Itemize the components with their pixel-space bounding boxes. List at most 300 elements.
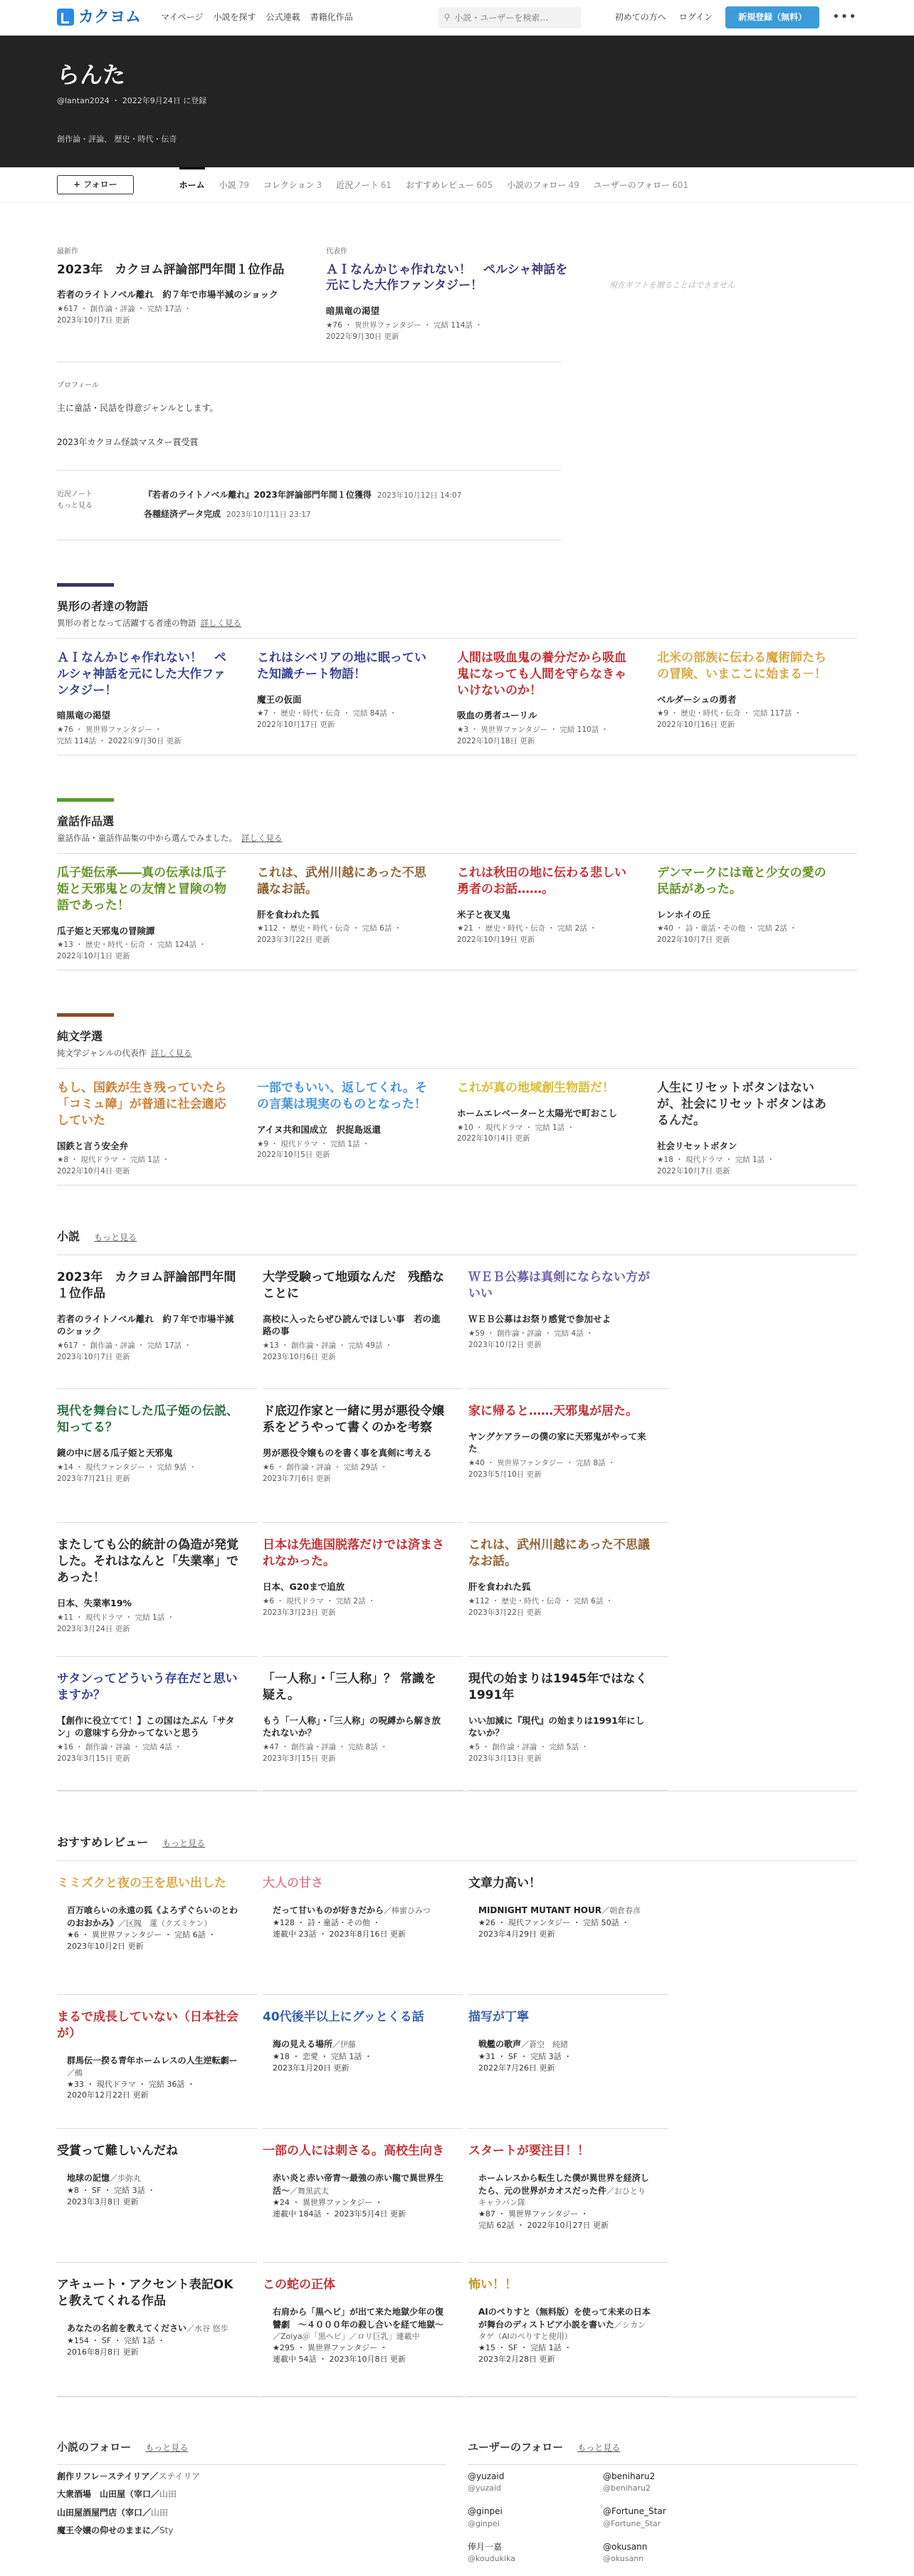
review-title[interactable]: まるで成長していない（日本社会が）	[57, 2010, 238, 2041]
followed-novel-author[interactable]: 山田	[159, 2489, 177, 2500]
work-catchphrase[interactable]: デンマークには竜と少女の愛の民話があった。	[657, 865, 826, 896]
collection-title[interactable]: 異形の者達の物語	[57, 599, 149, 613]
review-card	[57, 2129, 257, 2263]
work-title[interactable]: ホームエレベーターと太陽光で町おこし	[457, 1107, 618, 1119]
review-card	[468, 2129, 668, 2263]
reviewed-work-stats: ★15 ・ SF ・ 完結 1話 ・	[478, 2342, 572, 2352]
reviews-more-link[interactable]: もっと見る	[162, 1838, 206, 1849]
novel-date: 2023年3月15日 更新	[57, 1754, 130, 1763]
work-date: 2022年10月4日 更新	[457, 1134, 530, 1143]
reviewed-work: 赤い炎と赤い帝青〜最強の赤い龍で異世界生活〜／舞黒武太 ★24 ・ 異世界ファンタジー ・ 連載中 184話 ・ 2023年5月4日 更新	[273, 2173, 444, 2219]
followed-user-name[interactable]: @yuzaid	[468, 2471, 505, 2482]
work-card	[457, 854, 651, 970]
followed-user-handle: @okusann	[603, 2554, 644, 2564]
user-follow-more-link[interactable]: もっと見る	[577, 2443, 621, 2454]
work-info	[657, 1155, 836, 1178]
work-catchphrase[interactable]: これは秋田の地に伝わる悲しい勇者のお話……。	[457, 865, 626, 896]
reviewed-work-author[interactable]: 歩弥丸	[117, 2174, 142, 2184]
followed-user[interactable]	[603, 2471, 738, 2494]
novel-catchphrase[interactable]: ド底辺作家と一緒に男が悪役令嬢系をどうやって書くのかを考察	[263, 1404, 444, 1435]
followed-novel-title[interactable]: 創作リフレ－ステイリア	[57, 2471, 150, 2482]
followed-user-handle: @yuzaid	[468, 2483, 502, 2493]
reviewed-work-author[interactable]: Zoiya＠「黒ヘビ」／ロリ巨乳」連載中	[280, 2332, 420, 2342]
collection-cards	[57, 1068, 857, 1185]
novel-card	[57, 1389, 257, 1523]
user-name: らんた	[57, 61, 126, 88]
followed-user-handle: @Fortune_Star	[603, 2518, 661, 2528]
followed-novel[interactable]: 山田屋酒屋門店（宰口／山田	[57, 2507, 169, 2518]
review-card	[468, 1995, 668, 2129]
novel-info	[263, 1341, 447, 1363]
reviewed-work-author[interactable]: 水谷 悠歩	[194, 2324, 228, 2334]
work-stats: ★9 ・ 歴史・時代・伝奇 ・ 完結 117話 ・	[657, 709, 802, 718]
novel-catchphrase[interactable]: 現代を舞台にした瓜子姫の伝説、知ってる？	[57, 1404, 238, 1435]
follow-label: フォロー	[83, 179, 117, 189]
work-info	[57, 1155, 236, 1178]
work-catchphrase[interactable]: これはシベリアの地に眠っていた知識チート物語！	[257, 650, 426, 681]
followed-user[interactable]	[468, 2506, 603, 2529]
reviewed-work-stats: ★87 ・ 異世界ファンタジー ・	[478, 2209, 589, 2219]
work-title[interactable]: 暗黒竜の渇望	[57, 710, 111, 721]
novels-more-link[interactable]: もっと見る	[94, 1232, 137, 1242]
collection-section	[57, 583, 857, 755]
novel-catchphrase[interactable]: 「一人称」・「三人称」？ 常識を疑え。	[263, 1672, 436, 1703]
collection-cards	[57, 638, 857, 755]
tab-collections[interactable]: コレクション 3	[263, 180, 322, 191]
work-date: 完結 114話 ・ 2022年9月30日 更新	[57, 737, 182, 746]
work-card	[257, 854, 451, 970]
work-card	[457, 1069, 651, 1185]
nav-mypage[interactable]: マイページ	[161, 11, 204, 22]
notes-more-link[interactable]: もっと見る	[57, 502, 93, 511]
work-card	[657, 1069, 851, 1185]
reviewed-work-stats: ★128 ・ 詩・童話・その他 ・	[273, 1917, 381, 1927]
collection-title[interactable]: 童話作品選	[57, 814, 115, 828]
followed-novel-title[interactable]: 山田屋酒屋門店（宰口	[57, 2507, 143, 2518]
reviewed-work-stats: ★6 ・ 異世界ファンタジー ・ 完結 6話 ・	[67, 1930, 216, 1940]
reviewed-work-date: 2023年1月20日 更新	[273, 2063, 350, 2073]
latest-label: 最新作	[57, 248, 78, 256]
review-title[interactable]: 一部の人には刺さる。高校生向き	[263, 2144, 444, 2159]
signup-button[interactable]: 新規登録（無料）	[725, 6, 819, 28]
notes-section	[57, 489, 857, 528]
followed-user-name[interactable]: @beniharu2	[603, 2471, 656, 2482]
novel-stats: ★16 ・ 創作論・評論 ・ 完結 4話 ・	[57, 1742, 182, 1752]
tab-novel-follows[interactable]: 小説のフォロー 49	[507, 180, 579, 191]
novel-follow-section	[57, 2440, 446, 2576]
novel-catchphrase[interactable]: これは、武州川越にあった不思議なお話。	[468, 1538, 650, 1569]
review-title[interactable]: アキュート・アクセント表記OKと教えてくれる作品	[57, 2278, 233, 2309]
novel-date: 2023年3月24日 更新	[57, 1624, 130, 1633]
work-card	[57, 639, 251, 755]
novel-date: 2023年3月15日 更新	[263, 1754, 336, 1763]
reviewed-work-stats: ★8 ・ SF ・ 完結 3話 ・	[67, 2185, 156, 2195]
work-title[interactable]: 国鉄と言う安全弁	[57, 1140, 129, 1151]
work-stats: ★3 ・ 異世界ファンタジー ・ 完結 110話 ・	[457, 726, 609, 735]
reviews-title: おすすめレビュー	[57, 1836, 149, 1850]
reviewed-work-author[interactable]: 舞黒武太	[298, 2186, 330, 2196]
top-bar	[0, 0, 914, 36]
novel-title[interactable]: 日本、G20まで追放	[263, 1581, 345, 1593]
followed-novel-author[interactable]: ステイリア	[158, 2471, 201, 2482]
collection-title[interactable]: 純文学選	[57, 1029, 103, 1043]
latest-title[interactable]: 2023年 カクヨム評論部門年間１位作品	[57, 262, 285, 277]
novel-title[interactable]: ヤングケアラーの僕の家に天邪鬼がやって来た	[468, 1431, 646, 1454]
novel-card	[468, 1657, 668, 1791]
logo-text: カクヨム	[78, 8, 142, 26]
work-info	[257, 923, 436, 946]
work-card	[57, 1069, 251, 1185]
work-stats: ★112 ・ 歴史・時代・伝奇 ・ 完結 6話 ・	[257, 924, 402, 933]
novel-date: 2023年3月23日 更新	[263, 1608, 336, 1617]
represent-title[interactable]: ＡＩなんかじゃ作れない！ ペルシャ神話を元にした大作ファンタジー！	[326, 262, 568, 293]
represent-subtitle[interactable]: 暗黒竜の渇望	[326, 305, 380, 317]
work-date: 2022年10月4日 更新	[57, 1167, 130, 1176]
global-nav	[161, 11, 353, 23]
novel-date: 2023年7月6日 更新	[263, 1474, 331, 1483]
review-title[interactable]: 受賞って難しいんだね	[57, 2144, 178, 2159]
reviewed-work: あなたの名前を教えてください／水谷 悠歩 ★154 ・ SF ・ 完結 1話 ・ 2016年8月8日 更新	[67, 2323, 228, 2357]
collection-desc-text: 童話作品・童話作品集の中から選んでみました。	[57, 833, 237, 844]
novel-info	[468, 1329, 653, 1351]
reviewed-work-title[interactable]: 群馬伝一揆る青年ホームレスの人生逆転劇ー	[67, 2056, 238, 2066]
followed-user-name[interactable]: @ginpei	[468, 2506, 503, 2517]
work-stats: ★21 ・ 歴史・時代・伝奇 ・ 完結 2話 ・	[457, 924, 597, 933]
collection-section	[57, 1013, 857, 1185]
novel-card	[263, 1657, 463, 1791]
review-card	[468, 2263, 668, 2397]
collection-detail-link[interactable]: 詳しく見る	[150, 1048, 192, 1059]
review-card	[263, 1995, 463, 2129]
work-date: 2022年10月1日 更新	[57, 952, 130, 961]
novel-stats: ★6 ・ 創作論・評論 ・ 完結 29話 ・	[263, 1462, 388, 1472]
novel-info	[468, 1458, 653, 1481]
followed-novel-author[interactable]: 山田	[151, 2507, 169, 2518]
followed-user[interactable]	[603, 2506, 738, 2529]
represent-label: 代表作	[326, 248, 347, 256]
work-catchphrase[interactable]: 人間は吸血鬼の養分だから吸血鬼になっても人間を守らなきゃいけないのか！	[457, 650, 626, 698]
collection-section	[57, 798, 857, 970]
work-info	[57, 940, 236, 963]
followed-novel[interactable]: 創作リフレ－ステイリア／ステイリア	[57, 2471, 201, 2482]
work-card	[57, 854, 251, 970]
reviewed-work-title[interactable]: あなたの名前を教えてください	[67, 2323, 187, 2334]
followed-user-name[interactable]: @okusann	[603, 2541, 648, 2552]
work-catchphrase[interactable]: 人生にリセットボタンはないが、社会にリセットボタンはあるんだ。	[657, 1080, 826, 1128]
followed-user[interactable]	[603, 2541, 738, 2565]
tab-home[interactable]: ホーム	[179, 167, 205, 202]
work-catchphrase[interactable]: これが真の地域創生物語だ！	[457, 1080, 614, 1095]
review-title[interactable]: 描写が丁寧	[468, 2010, 529, 2025]
note-item[interactable]: 各種経済データ完成 2023年10月11日 23:17	[144, 509, 311, 520]
novels-title: 小説	[57, 1229, 80, 1243]
novels-section	[57, 1228, 857, 1791]
tab-novels[interactable]: 小説 79	[219, 180, 249, 191]
novel-stats: ★617 ・ 創作論・評論 ・ 完結 17話 ・	[57, 1341, 191, 1350]
beginner-link[interactable]: 初めての方へ	[614, 11, 666, 22]
notes-label: 近況ノート	[57, 491, 93, 499]
novel-catchphrase[interactable]: 家に帰ると……天邪鬼が居た。	[468, 1404, 638, 1419]
followed-user[interactable]	[468, 2471, 603, 2494]
work-title[interactable]: レンホイの丘	[657, 909, 710, 920]
novel-title[interactable]: 日本、失業率19%	[57, 1597, 132, 1608]
reviewed-work-stats: ★18 ・ 恋愛 ・ 完結 1話 ・	[273, 2051, 372, 2061]
work-stats: ★8 ・ 現代ドラマ ・ 完結 1話 ・	[57, 1156, 170, 1165]
reviewed-work-title[interactable]: 海の見える場所	[273, 2039, 333, 2050]
work-card	[457, 639, 651, 755]
profile-text-2: 2023年カクヨム怪談マスター賞受賞	[57, 436, 199, 447]
work-info	[657, 923, 836, 946]
search-icon[interactable]: ⚲	[443, 11, 451, 22]
reviewed-work: 戦艦の歌声／蒼空 純緒 ★31 ・ SF ・ 完結 3話 ・ 2022年7月26日 更新	[478, 2039, 572, 2073]
reviewed-work: 海の見える場所／伊藤 ★18 ・ 恋愛 ・ 完結 1話 ・ 2023年1月20日 更新	[273, 2039, 372, 2073]
reviewed-work-stats: ★24 ・ 異世界ファンタジー ・	[273, 2198, 383, 2208]
work-catchphrase[interactable]: もし、国鉄が生き残っていたら「コミュ障」が普通に社会適応していた	[57, 1080, 226, 1128]
review-card	[468, 1861, 668, 1995]
work-date: 2022年10月5日 更新	[257, 1151, 330, 1160]
novel-title[interactable]: ＷＥＢ公募はお祭り感覚で参加せよ	[468, 1314, 611, 1325]
novel-title[interactable]: もう「一人称」・「三人称」の呪縛から解き放たれないか？	[263, 1715, 441, 1738]
collection-accent-bar	[57, 583, 114, 587]
novel-catchphrase[interactable]: またしても公的統計の偽造が発覚した。それはなんと「失業率」であった！	[57, 1538, 238, 1586]
work-title[interactable]: 社会リセットボタン	[657, 1140, 737, 1151]
novel-info	[263, 1462, 447, 1485]
novel-stats: ★59 ・ 創作論・評論 ・ 完結 4話 ・	[468, 1329, 594, 1338]
work-title[interactable]: 吸血の勇者ユーリル	[457, 710, 537, 721]
reviewed-work-date: 2022年7月26日 更新	[478, 2063, 555, 2073]
work-info	[257, 1139, 436, 1162]
collection-detail-link[interactable]: 詳しく見る	[241, 833, 283, 844]
top-links	[615, 6, 857, 28]
tab-user-follows[interactable]: ユーザーのフォロー 601	[593, 180, 689, 191]
novel-follow-more-link[interactable]: もっと見る	[145, 2443, 189, 2454]
followed-novel[interactable]: 大衆酒場 山田屋（宰口／山田	[57, 2489, 177, 2500]
reviewed-work-author[interactable]: 蒼空 純緒	[529, 2040, 569, 2050]
gift-notice: 現在ギフトを贈ることはできません	[609, 281, 735, 290]
work-info	[257, 708, 436, 731]
latest-work	[57, 247, 326, 343]
review-card	[263, 2129, 463, 2263]
work-info	[657, 708, 836, 731]
novel-info	[468, 1596, 653, 1619]
work-title[interactable]: アイヌ共和国成立 択捉島返還	[257, 1124, 381, 1135]
reviewed-work-title[interactable]: 百万喰らいの永遠の狐《よろずぐらいのとわのおおかみ》	[67, 1905, 238, 1928]
review-title[interactable]: ミミズクと夜の王を思い出した	[57, 1876, 226, 1891]
novel-stats: ★5 ・ 創作論・評論 ・ 完結 5話 ・	[468, 1742, 589, 1752]
work-catchphrase[interactable]: 一部でもいい、返してくれ。その言葉は現実のものとなった！	[257, 1080, 428, 1111]
novel-catchphrase[interactable]: 日本は先進国脱落だけでは済まされなかった。	[263, 1538, 444, 1569]
reviewed-work-stats: ★26 ・ 現代ファンタジー ・ 完結 50話 ・	[478, 1917, 630, 1927]
reviewed-work-title[interactable]: MIDNIGHT MUTANT HOUR	[478, 1905, 602, 1916]
review-title[interactable]: 40代後半以上にグッとくる話	[263, 2010, 424, 2025]
reviewed-work-author[interactable]: シカンタゲ（AIのぺりすと使用）	[478, 2320, 646, 2342]
note-item[interactable]: 『若者のライトノベル離れ』2023年評論部門年間１位獲得 2023年10月12日 14:07	[144, 490, 462, 501]
represent-info: ★76 ・ 異世界ファンタジー ・ 完結 114話 ・	[326, 321, 483, 330]
represent-date: 2022年9月30日 更新	[326, 333, 399, 341]
kakuyomu-logo[interactable]	[57, 6, 141, 29]
novel-title[interactable]: 男が悪役令嬢ものを書く事を真剣に考える	[263, 1447, 432, 1459]
reviewed-work: MIDNIGHT MUTANT HOUR／朝倉春彦 ★26 ・ 現代ファンタジー ・ 完結 50話 ・ 2023年4月29日 更新	[478, 1905, 641, 1939]
novel-info	[468, 1742, 653, 1765]
collection-detail-link[interactable]: 詳しく見る	[200, 618, 241, 628]
nav-books[interactable]: 書籍化作品	[310, 11, 353, 22]
followed-user[interactable]	[468, 2541, 603, 2565]
novel-follow-title: 小説のフォロー	[57, 2441, 132, 2454]
novel-info	[57, 1613, 241, 1635]
review-card	[57, 1861, 257, 1995]
novel-info	[57, 1341, 241, 1363]
followed-user-handle: @koudukika	[468, 2554, 515, 2564]
logo-icon	[57, 9, 74, 26]
novel-catchphrase[interactable]: サタンってどういう存在だと思いますか？	[57, 1672, 238, 1703]
reviewed-work-title[interactable]: 赤い炎と赤い帝青〜最強の赤い龍で異世界生活〜	[273, 2173, 444, 2196]
collection-desc-text: 純文学ジャンルの代表作	[57, 1048, 147, 1059]
review-card	[57, 1995, 257, 2129]
novel-title[interactable]: いい加減に『現代』の始まりは1991年にしないか？	[468, 1715, 645, 1738]
reviewed-work: だって甘いものが好きだから／棒蜜ひみつ ★128 ・ 詩・童話・その他 ・ 連載中 23話 ・ 2023年8月16日 更新	[273, 1905, 431, 1939]
review-title[interactable]: スタートが要注目！！	[468, 2144, 589, 2159]
reviewed-work-date: 2023年2月28日 更新	[478, 2354, 555, 2364]
novel-catchphrase[interactable]: ＷＥＢ公募は真剣にならない方がいい	[468, 1270, 650, 1302]
reviewed-work-date: 完結 62話 ・ 2022年10月27日 更新	[478, 2220, 609, 2230]
work-date: 2022年10月19日 更新	[457, 936, 535, 945]
tab-notes[interactable]: 近況ノート 61	[336, 180, 392, 191]
reviewed-work-title[interactable]: ホームレスから転生した僕が異世界を経済したら、元の世界がカオスだった件	[478, 2173, 649, 2196]
work-catchphrase[interactable]: 北米の部族に伝わる魔術師たちの冒険、いまここに始まる－！	[657, 650, 826, 681]
reviewed-work: 地球の記憶／歩弥丸 ★8 ・ SF ・ 完結 3話 ・ 2023年3月8日 更新	[67, 2173, 156, 2206]
reviewed-work-author[interactable]: 伊藤	[340, 2040, 357, 2050]
reviewed-work-title[interactable]: だって甘いものが好きだから	[273, 1905, 384, 1916]
reviewed-work-date: 連載中 54話 ・ 2023年10月8日 更新	[273, 2354, 406, 2364]
novel-card	[57, 1657, 257, 1791]
novel-info	[263, 1596, 447, 1619]
more-menu-icon[interactable]: •••	[832, 9, 857, 25]
reviewed-work-date: 2023年10月2日 更新	[67, 1941, 144, 1951]
reviewed-work-title[interactable]: AIのぺりすと（無料版）を使って未来の日本が舞台のディストピア小説を書いた	[478, 2307, 651, 2330]
profile-label: プロフィール	[57, 381, 99, 389]
reviewed-work: 右肩から「黒ヘビ」が出て来た地獄少年の復讐劇 〜４０００年の殺し合いを経て地獄〜／Zoiya＠「黒ヘビ」／ロリ巨乳」連載中 ★295 ・ 異世界ファンタジー ・ 連載中 54話 ・ 2023年10月8日 更新	[273, 2307, 444, 2364]
featured-works	[57, 247, 857, 343]
work-title[interactable]: 米子と夜叉鬼	[457, 909, 511, 920]
followed-novel[interactable]: 魔王令嬢の仰せのままに／Sty	[57, 2525, 174, 2536]
work-catchphrase[interactable]: 瓜子姫伝承――真の伝承は瓜子姫と天邪鬼との友情と冒険の物語であった！	[57, 865, 226, 913]
add-user-icon: +	[73, 179, 81, 189]
novel-stats: ★112 ・ 歴史・時代・伝奇 ・ 完結 6話 ・	[468, 1596, 614, 1606]
latest-subtitle[interactable]: 若者のライトノベル離れ 約７年で市場半減のショック	[57, 289, 278, 300]
novel-stats: ★6 ・ 現代ドラマ ・ 完結 2話 ・	[263, 1596, 376, 1606]
review-card	[57, 2263, 257, 2397]
novel-title[interactable]: 鏡の中に居る瓜子姫と天邪鬼	[57, 1447, 173, 1459]
tab-reviews[interactable]: おすすめレビュー 605	[406, 180, 493, 191]
reviewed-work-date: 連載中 23話 ・ 2023年8月16日 更新	[273, 1929, 406, 1939]
reviewed-work-stats: ★33 ・ 現代ドラマ ・ 完結 36話 ・	[67, 2079, 195, 2089]
login-link[interactable]: ログイン	[678, 11, 713, 22]
reviewed-work-title[interactable]: 戦艦の歌声	[478, 2039, 522, 2050]
novel-info	[263, 1742, 447, 1765]
novel-catchphrase[interactable]: 大学受験って地頭なんだ 残酷なことに	[263, 1270, 444, 1302]
nav-explore[interactable]: 小説を探す	[213, 11, 256, 22]
work-card	[257, 1069, 451, 1185]
novel-catchphrase[interactable]: 2023年 カクヨム評論部門年間１位作品	[57, 1270, 236, 1302]
followed-user-handle: @beniharu2	[603, 2483, 651, 2493]
novel-stats: ★11 ・ 現代ドラマ ・ 完結 1話 ・	[57, 1613, 174, 1622]
reviewed-work-author[interactable]: おひとりキャラバン隊	[478, 2186, 646, 2208]
latest-date: 2023年10月7日 更新	[57, 316, 130, 325]
work-stats: ★10 ・ 現代ドラマ ・ 完結 1話 ・	[457, 1123, 574, 1132]
reviewed-work: ホームレスから転生した僕が異世界を経済したら、元の世界がカオスだった件／おひとりキャラバン隊 ★87 ・ 異世界ファンタジー ・ 完結 62話 ・ 2022年10月27日 更新	[478, 2173, 649, 2230]
reviewed-work-author[interactable]: 朝倉春彦	[609, 1906, 641, 1916]
work-title[interactable]: 瓜子姫と天邪鬼の冒険譚	[57, 925, 155, 936]
followed-user-name[interactable]: @Fortune_Star	[603, 2506, 666, 2517]
novel-card	[468, 1389, 668, 1523]
work-date: 2023年3月22日 更新	[257, 936, 330, 945]
work-card	[657, 639, 851, 755]
nav-official[interactable]: 公式連載	[266, 11, 300, 22]
work-title[interactable]: ベルダーシュの勇者	[657, 693, 737, 705]
reviewed-work-stats: ★31 ・ SF ・ 完結 3話 ・	[478, 2051, 572, 2061]
work-title[interactable]: 肝を食われた狐	[257, 909, 320, 920]
work-stats: ★40 ・ 詩・童話・その他 ・ 完結 2話 ・	[657, 924, 797, 933]
followed-novel-title[interactable]: 大衆酒場 山田屋（宰口	[57, 2489, 152, 2500]
profile-text-1: 主に童話・民話を得意ジャンルとします。	[57, 403, 219, 414]
novel-title[interactable]: 肝を食われた狐	[468, 1581, 531, 1593]
reviewed-work-title[interactable]: 地球の記憶	[67, 2173, 110, 2184]
novel-date: 2023年3月13日 更新	[468, 1754, 542, 1763]
review-title[interactable]: 大人の甘さ	[263, 1876, 323, 1891]
review-card	[263, 1861, 463, 1995]
follow-button[interactable]	[57, 175, 134, 194]
review-title[interactable]: 文章力高い！	[468, 1876, 541, 1891]
work-stats: ★9 ・ 現代ドラマ ・ 完結 1話 ・	[257, 1139, 370, 1148]
work-title[interactable]: 魔王の仮面	[257, 693, 302, 705]
work-catchphrase[interactable]: ＡＩなんかじゃ作れない！ ペルシャ神話を元にした大作ファンタジー！	[57, 650, 226, 698]
profile-hero	[0, 36, 914, 167]
novel-title[interactable]: 若者のライトノベル離れ 約７年で市場半減のショック	[57, 1314, 234, 1336]
novel-stats: ★14 ・ 現代ファンタジー ・ 完結 9話 ・	[57, 1462, 196, 1472]
followed-user-name[interactable]: 俸月一嘉	[468, 2541, 503, 2552]
reviewed-work-author[interactable]: 区隗 蓮（クズミケン）	[126, 1918, 212, 1928]
reviewed-work-stats: ★154 ・ SF ・ 完結 1話 ・	[67, 2335, 166, 2345]
novel-card	[468, 1523, 668, 1657]
novel-date: 2023年10月6日 更新	[263, 1352, 336, 1361]
reviewed-work-stats: ★295 ・ 異世界ファンタジー ・	[273, 2342, 388, 2352]
work-stats: ★76 ・ 異世界ファンタジー ・	[57, 726, 162, 735]
novel-catchphrase[interactable]: 現代の始まりは1945年ではなく1991年	[468, 1672, 648, 1703]
reviewed-work: 百万喰らいの永遠の狐《よろずぐらいのとわのおおかみ》／区隗 蓮（クズミケン） ★6 ・ 異世界ファンタジー ・ 完結 6話 ・ 2023年10月2日 更新	[67, 1905, 238, 1951]
novel-stats: ★47 ・ 創作論・評論 ・ 完結 8話 ・	[263, 1742, 388, 1752]
followed-novel-title[interactable]: 魔王令嬢の仰せのままに	[57, 2525, 152, 2536]
reviewed-work-author[interactable]: 棒蜜ひみつ	[392, 1906, 431, 1916]
work-stats: ★18 ・ 現代ドラマ ・ 完結 1話 ・	[657, 1156, 774, 1165]
work-date: 2022年10月18日 更新	[457, 737, 535, 746]
work-catchphrase[interactable]: これは、武州川越にあった不思議なお話。	[257, 865, 426, 896]
review-title[interactable]: 怖い！！	[468, 2278, 517, 2293]
novel-date: 2023年3月22日 更新	[468, 1608, 542, 1617]
reviewed-work-title[interactable]: 右肩から「黒ヘビ」が出て来た地獄少年の復讐劇 〜４０００年の殺し合いを経て地獄〜	[273, 2307, 444, 2330]
novel-stats: ★40 ・ 異世界ファンタジー ・ 完結 8話 ・	[468, 1458, 616, 1467]
search-box	[438, 7, 581, 28]
followed-novel-author[interactable]: Sty	[159, 2525, 174, 2536]
reviewed-work: 群馬伝一揆る青年ホームレスの人生逆転劇ー／鵺 ★33 ・ 現代ドラマ ・ 完結 36話 ・ 2020年12月22日 更新	[67, 2056, 238, 2100]
novel-title[interactable]: 【創作に役立てて！】この国はたぶん「サタン」の意味すら分かってないと思う	[57, 1715, 235, 1738]
search-input[interactable]	[454, 13, 568, 23]
novel-title[interactable]: 高校に入ったらぜひ読んでほしい事 若の進路の事	[263, 1314, 441, 1336]
reviewed-work-author[interactable]: 鵺	[75, 2068, 83, 2078]
reviews-section	[57, 1834, 857, 2397]
work-date: 2022年10月7日 更新	[657, 936, 730, 945]
review-title[interactable]: この蛇の正体	[263, 2278, 335, 2293]
work-info	[57, 725, 236, 748]
